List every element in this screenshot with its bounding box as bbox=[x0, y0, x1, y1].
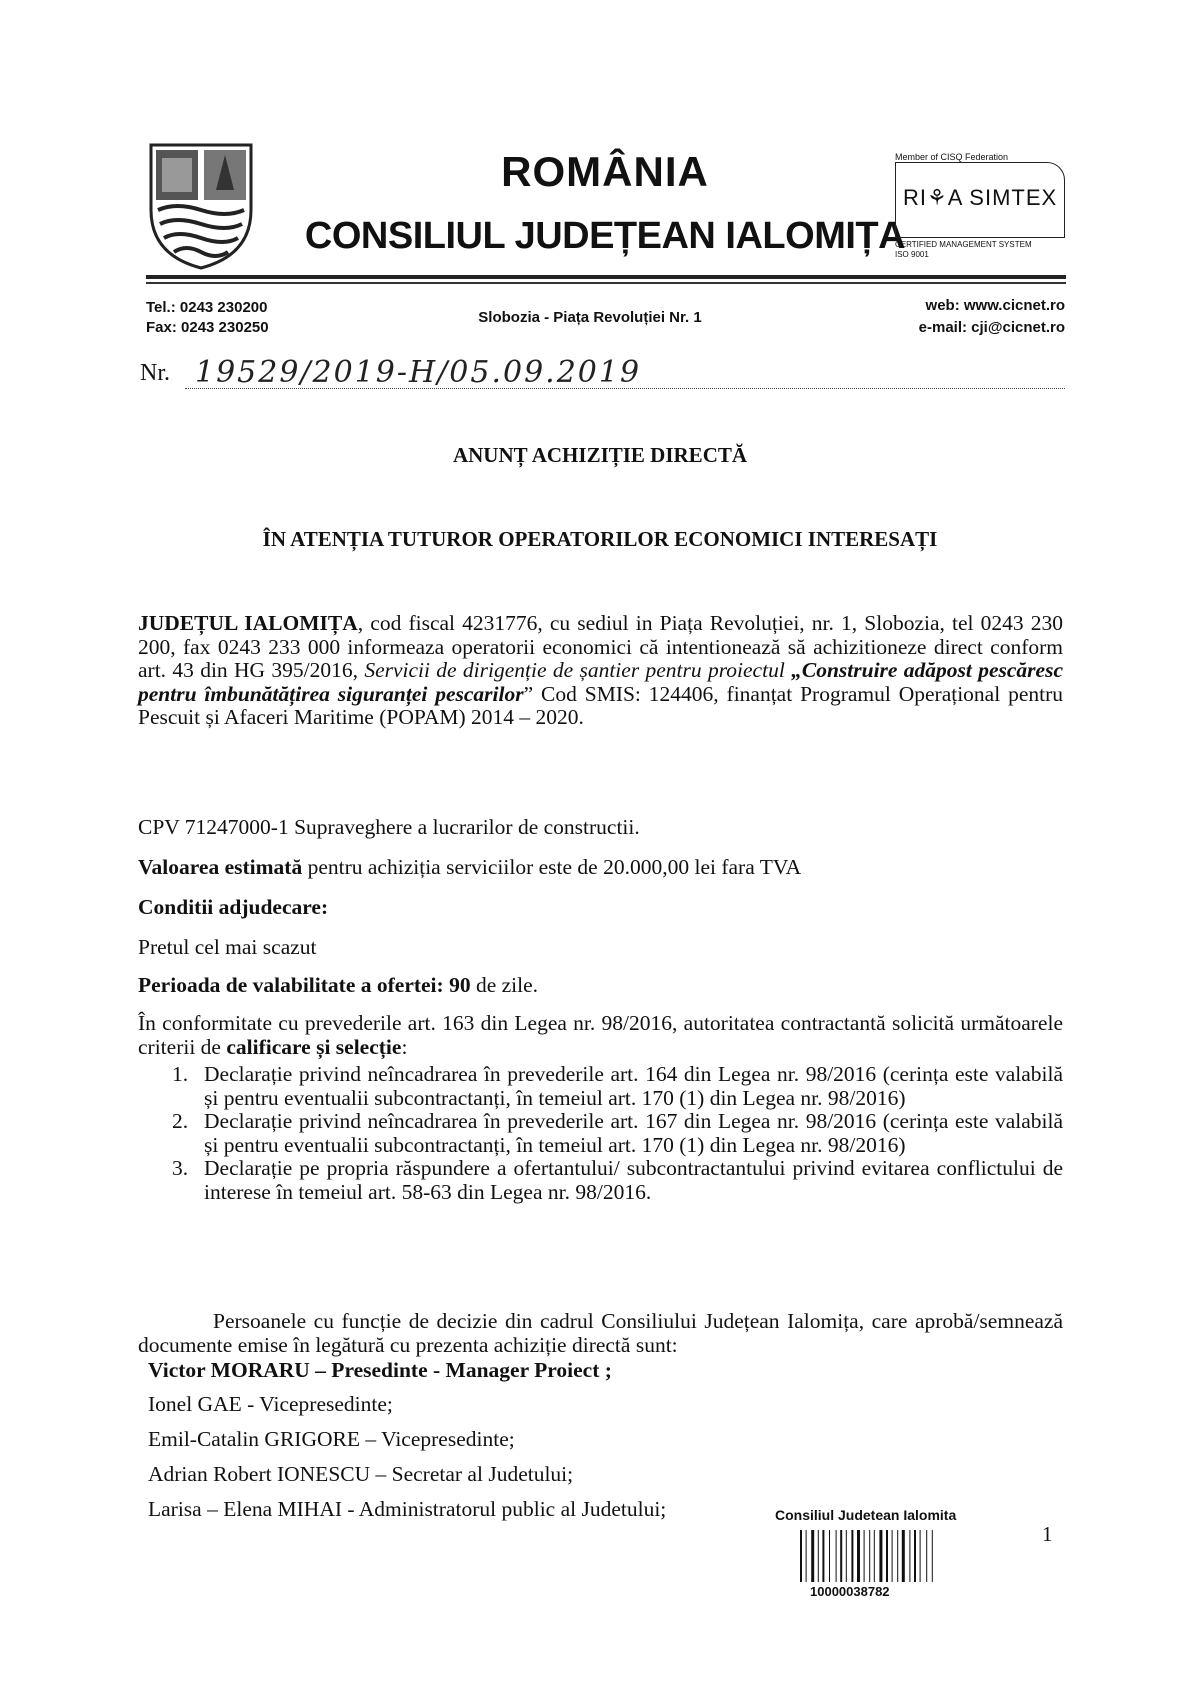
barcode-bar bbox=[879, 1530, 882, 1582]
cpv-code: CPV 71247000-1 Supraveghere a lucrarilor de constructii. bbox=[138, 815, 640, 839]
barcode-bar bbox=[829, 1530, 830, 1582]
barcode-bar bbox=[914, 1530, 916, 1582]
barcode-bar bbox=[909, 1530, 910, 1582]
criteria-item bbox=[138, 1157, 1063, 1204]
barcode-bar bbox=[926, 1530, 927, 1582]
contact-tel: Tel.: 0243 230200 bbox=[146, 299, 268, 316]
barcode-bar bbox=[811, 1530, 814, 1582]
header-council-name: CONSILIUL JUDEȚEAN IALOMIȚA bbox=[304, 215, 906, 257]
cert-iso-label: ISO 9001 bbox=[895, 250, 929, 259]
barcode-number: 10000038782 bbox=[810, 1584, 890, 1599]
criteria-intro-text-1: În conformitate cu prevederile art. 163 din Legea nr. 98/2016, autoritatea contractantă solicită următoarele criterii de bbox=[138, 1011, 1063, 1059]
contact-email: e-mail: cji@cicnet.ro bbox=[918, 319, 1065, 336]
barcode-bar bbox=[886, 1530, 888, 1582]
county-coat-of-arms bbox=[146, 140, 256, 270]
persons-intro: Persoanele cu funcție de decizie din cadrul Consiliului Județean Ialomița, care aprobă/semnează documente emise în legătură cu prezenta achiziție directă sunt: bbox=[138, 1309, 1063, 1357]
cert-member-text: Member of CISQ Federation bbox=[895, 152, 1009, 162]
barcode-bar bbox=[869, 1530, 870, 1582]
conditions-heading: Conditii adjudecare: bbox=[138, 895, 329, 919]
contact-web: web: www.cicnet.ro bbox=[925, 297, 1065, 314]
barcode-bar bbox=[818, 1530, 819, 1582]
barcode-bar bbox=[857, 1530, 860, 1582]
contact-fax: Fax: 0243 230250 bbox=[146, 319, 269, 336]
person-item: Emil-Catalin GRIGORE – Vicepresedinte; bbox=[148, 1427, 515, 1451]
person-item: Ionel GAE - Vicepresedinte; bbox=[148, 1392, 393, 1416]
document-title: ANUNȚ ACHIZIȚIE DIRECTĂ bbox=[452, 443, 748, 467]
barcode-bar bbox=[851, 1530, 853, 1582]
estimated-value-text: pentru achiziția serviciilor este de 20.000,00 lei fara TVA bbox=[302, 855, 802, 879]
validity-suffix: de zile. bbox=[470, 973, 539, 997]
criteria-number: 2. bbox=[172, 1109, 189, 1133]
barcode-bar bbox=[840, 1530, 842, 1582]
header-country: ROMÂNIA bbox=[501, 148, 709, 195]
criteria-intro bbox=[138, 1012, 1063, 1059]
criteria-text: Declarație privind neîncadrarea în prevederile art. 164 din Legea nr. 98/2016 (cerința este valabilă și pentru eventualii subcontractanți, în temeiul art. 170 (1) din Legea nr. 98/2016) bbox=[204, 1062, 1063, 1110]
service-name: Servicii de dirigenție de șantier pentru proiectul bbox=[364, 658, 792, 682]
barcode-bar bbox=[822, 1530, 824, 1582]
page-number: 1 bbox=[1042, 1522, 1053, 1546]
barcode-bar bbox=[902, 1530, 905, 1582]
estimated-value bbox=[138, 855, 801, 880]
project-name: „Construire adăpost pescăresc pentru îmbunătățirea siguranței pescarilor bbox=[138, 658, 1063, 706]
validity-days: 90 bbox=[443, 973, 471, 997]
header-divider-thin bbox=[146, 282, 1066, 284]
barcode-bar bbox=[897, 1530, 898, 1582]
intro-paragraph bbox=[138, 612, 1063, 730]
barcode-bar bbox=[892, 1530, 893, 1582]
header-divider bbox=[146, 275, 1066, 279]
cert-iso-text bbox=[895, 240, 1032, 260]
barcode-bar bbox=[864, 1530, 865, 1582]
conditions-value: Pretul cel mai scazut bbox=[138, 935, 317, 959]
cert-system-label: CERTIFIED MANAGEMENT SYSTEM bbox=[895, 240, 1032, 249]
criteria-text: Declarație pe propria răspundere a ofertantului/ subcontractantului privind evitarea conflictului de interese în temeiul art. 58-63 din Legea nr. 98/2016. bbox=[204, 1156, 1063, 1204]
barcode-bar bbox=[920, 1530, 921, 1582]
barcode-bar bbox=[932, 1530, 933, 1582]
barcode-bar bbox=[836, 1530, 837, 1582]
registration-label: Nr. bbox=[140, 360, 170, 386]
person-item: Larisa – Elena MIHAI - Administratorul public al Judetului; bbox=[148, 1497, 667, 1521]
cert-logo-text: RI⚘A SIMTEX bbox=[903, 185, 1058, 210]
barcode-icon bbox=[800, 1530, 965, 1582]
criteria-text: Declarație privind neîncadrarea în prevederile art. 167 din Legea nr. 98/2016 (cerința este valabilă și pentru eventualii subcontractanți, în temeiul art. 170 (1) din Legea nr. 98/2016) bbox=[204, 1109, 1063, 1157]
registration-number-handwritten: 19529/2019-H/05.09.2019 bbox=[195, 355, 642, 390]
validity-label: Perioada de valabilitate a ofertei: bbox=[138, 973, 444, 997]
person-item: Adrian Robert IONESCU – Secretar al Judetului; bbox=[148, 1462, 574, 1486]
criteria-item bbox=[138, 1063, 1063, 1110]
intro-text-2: ” Cod SMIS: 124406, finanțat Programul Operațional pentru Pescuit și Afaceri Maritime (POPAM) 2014 – 2020. bbox=[138, 681, 1063, 729]
person-item: Victor MORARU – Presedinte - Manager Proiect ; bbox=[148, 1358, 612, 1382]
estimated-value-label: Valoarea estimată bbox=[138, 855, 303, 879]
criteria-number: 3. bbox=[172, 1156, 189, 1180]
barcode-bar bbox=[800, 1530, 802, 1582]
criteria-item bbox=[138, 1110, 1063, 1157]
barcode-bar bbox=[874, 1530, 875, 1582]
barcode-label: Consiliul Judetean Ialomita bbox=[775, 1507, 957, 1523]
barcode-bar bbox=[806, 1530, 807, 1582]
criteria-number: 1. bbox=[172, 1062, 189, 1086]
document-subtitle: ÎN ATENȚIA TUTUROR OPERATORILOR ECONOMICI INTERESAȚI bbox=[262, 527, 938, 551]
validity-period bbox=[138, 973, 538, 998]
entity-name: JUDEȚUL IALOMIȚA bbox=[138, 611, 358, 635]
criteria-list bbox=[138, 1063, 1063, 1204]
criteria-intro-text-2: : bbox=[401, 1034, 408, 1059]
intro-text-1: , cod fiscal 4231776, cu sediul in Piața Revoluției, nr. 1, Slobozia, tel 0243 230 200, fax 0243 233 000 informeaza operatorii economici că intentionează să achizitioneze direct conform art. 43 din HG 395/2016, bbox=[138, 611, 1063, 682]
criteria-intro-bold: calificare și selecție bbox=[226, 1034, 402, 1059]
barcode-bar bbox=[846, 1530, 847, 1582]
contact-address: Slobozia - Piața Revoluției Nr. 1 bbox=[478, 309, 702, 326]
